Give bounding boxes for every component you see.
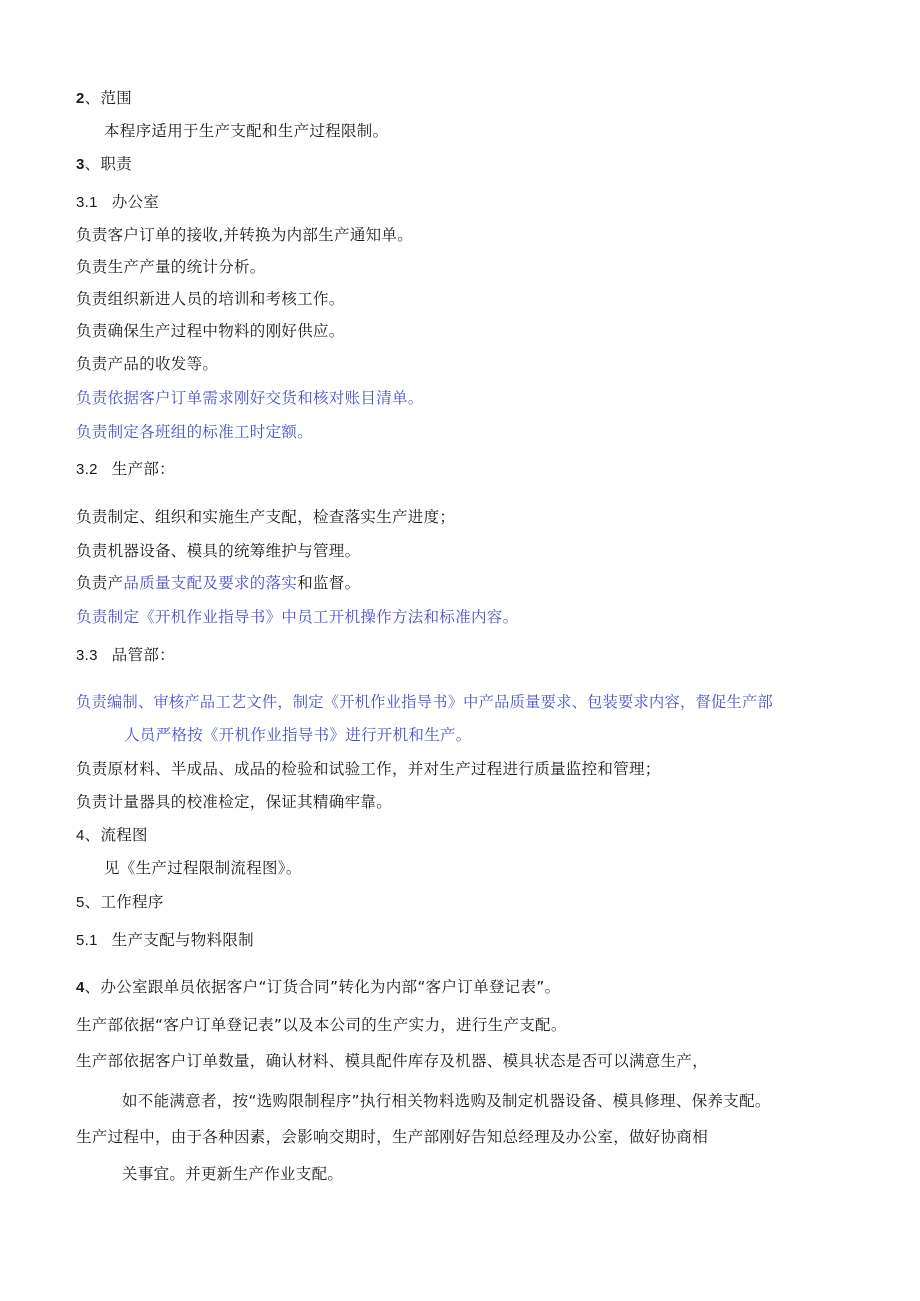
text-segment: 和监督。 — [297, 574, 361, 592]
office-duty-item: 负责组织新进人员的培训和考核工作。 — [76, 290, 345, 308]
subsection-heading-production — [76, 459, 175, 480]
quality-duty-item-continuation: 人员严格按《开机作业指导书》进行开机和生产。 — [124, 726, 472, 744]
text-segment: 负责产 — [76, 574, 124, 592]
subsection-title: 生产支配与物料限制 — [111, 931, 254, 949]
production-duty-item-highlighted: 负责制定《开机作业指导书》中员工开机操作方法和标准内容。 — [76, 608, 519, 626]
section-heading-flowchart — [76, 825, 148, 846]
text-segment-highlighted: 品质量支配及要求的落实 — [123, 574, 298, 592]
production-duty-item-mixed — [76, 573, 360, 593]
office-duty-item: 负责确保生产过程中物料的刚好供应。 — [76, 322, 345, 340]
procedure-step-continuation: 如不能满意者，按“选购限制程序”执行相关物料选购及制定机器设备、模具修理、保养支配。 — [122, 1092, 771, 1110]
flowchart-reference: 见《生产过程限制流程图》。 — [104, 859, 302, 877]
step-number: 4 — [76, 979, 85, 996]
section-number: 5 — [76, 894, 85, 911]
procedure-step: 生产过程中，由于各种因素，会影响交期时，生产部刚好告知总经理及办公室，做好协商相 — [76, 1128, 709, 1146]
section-title: 、流程图 — [84, 826, 148, 844]
subsection-heading-planning — [76, 930, 254, 951]
procedure-step: 生产部依据“客户订单登记表”以及本公司的生产实力，进行生产支配。 — [76, 1016, 567, 1034]
section-heading-scope — [76, 88, 132, 109]
section-number: 2 — [76, 90, 85, 107]
subsection-heading-quality — [76, 645, 175, 666]
quality-duty-item: 负责原材料、半成品、成品的检验和试验工作，并对生产过程进行质量监控和管理； — [76, 760, 661, 778]
subsection-number: 3.3 — [76, 647, 98, 664]
office-duty-item: 负责生产产量的统计分析。 — [76, 258, 266, 276]
procedure-step-continuation: 关事宜。并更新生产作业支配。 — [122, 1165, 344, 1183]
office-duty-item-highlighted: 负责制定各班组的标准工时定额。 — [76, 423, 314, 441]
office-duty-item-highlighted: 负责依据客户订单需求刚好交货和核对账目清单。 — [76, 389, 424, 407]
section-heading-responsibilities — [76, 154, 132, 175]
section-number: 4 — [76, 827, 85, 844]
subsection-title: 品管部： — [111, 646, 175, 664]
subsection-number: 5.1 — [76, 932, 98, 949]
production-duty-item: 负责机器设备、模具的统筹维护与管理。 — [76, 542, 361, 560]
procedure-step — [76, 977, 560, 998]
subsection-number: 3.2 — [76, 461, 98, 478]
office-duty-item: 负责产品的收发等。 — [76, 355, 219, 373]
subsection-heading-office — [76, 192, 159, 213]
subsection-title: 生产部： — [111, 460, 175, 478]
section-title: 、范围 — [84, 89, 133, 107]
quality-duty-item-highlighted: 负责编制、审核产品工艺文件，制定《开机作业指导书》中产品质量要求、包装要求内容，督促生产部 — [76, 693, 773, 711]
section-heading-procedure — [76, 892, 164, 913]
office-duty-item: 负责客户订单的接收,并转换为内部生产通知单。 — [76, 226, 414, 244]
section-number: 3 — [76, 156, 85, 173]
section-title: 、工作程序 — [84, 893, 164, 911]
section-title: 、职责 — [84, 155, 133, 173]
production-duty-item: 负责制定、组织和实施生产支配，检查落实生产进度； — [76, 508, 456, 526]
subsection-title: 办公室 — [111, 193, 160, 211]
scope-paragraph: 本程序适用于生产支配和生产过程限制。 — [104, 122, 389, 140]
subsection-number: 3.1 — [76, 194, 98, 211]
quality-duty-item: 负责计量器具的校准检定，保证其精确牢靠。 — [76, 793, 393, 811]
procedure-step: 生产部依据客户订单数量，确认材料、模具配件库存及机器、模具状态是否可以满意生产， — [76, 1052, 709, 1070]
step-text: 、办公室跟单员依据客户“订货合同”转化为内部“客户订单登记表”。 — [84, 978, 561, 996]
